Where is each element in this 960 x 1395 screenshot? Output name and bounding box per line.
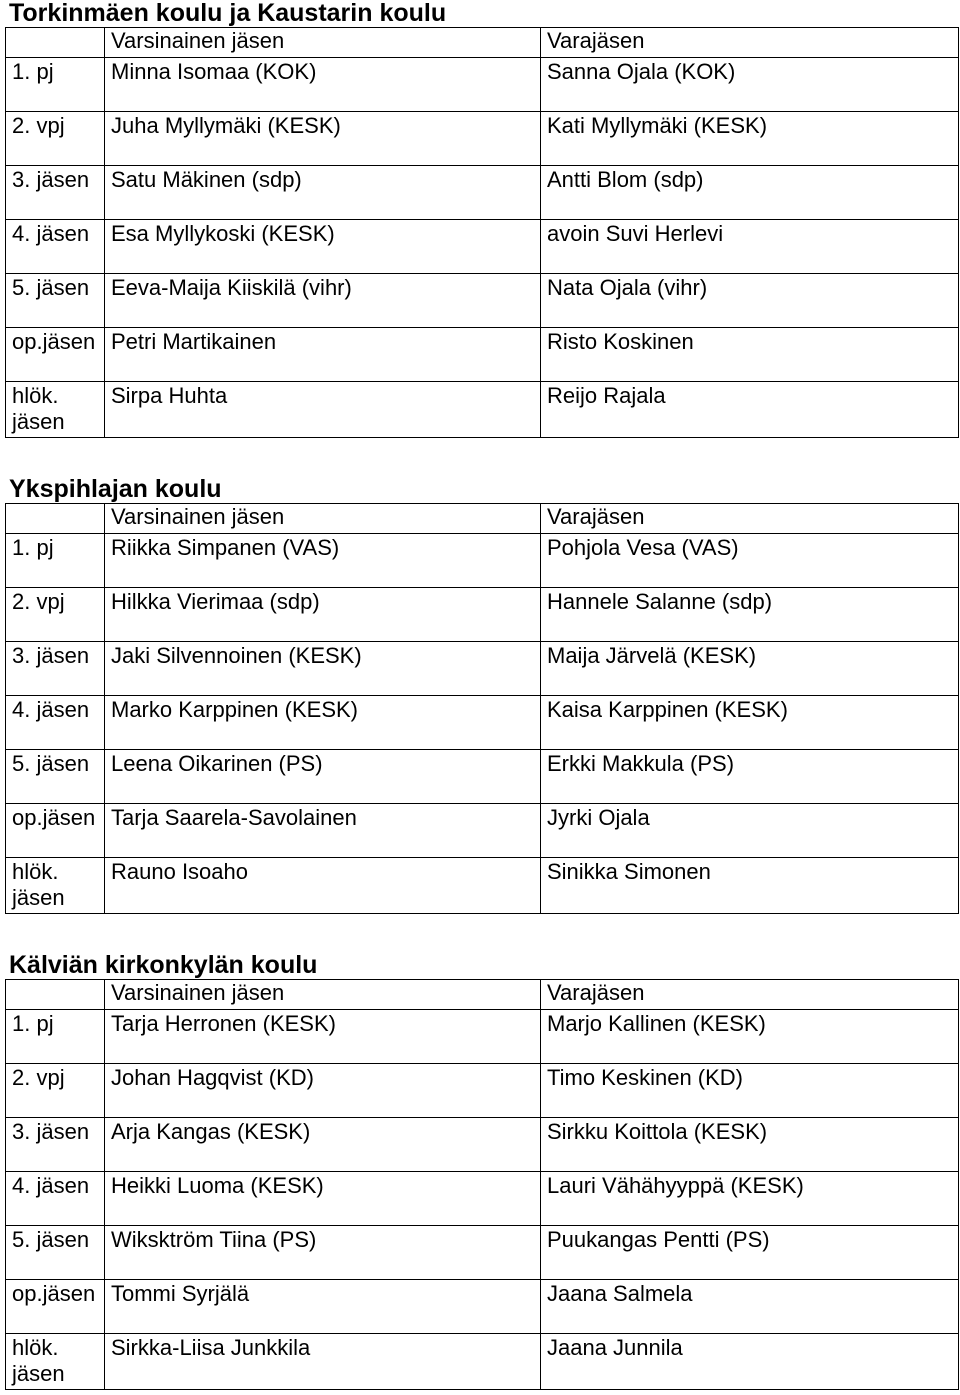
section-title: Ykspihlajan koulu [9, 475, 222, 503]
table-row [6, 382, 959, 438]
member-cell: Eeva-Maija Kiiskilä (vihr) [105, 274, 541, 328]
table-row [6, 166, 959, 220]
section-title: Torkinmäen koulu ja Kaustarin koulu [9, 0, 447, 27]
table-row [6, 328, 959, 382]
role-cell: 5. jäsen [6, 274, 105, 328]
table-row [6, 804, 959, 858]
member-table [5, 503, 959, 914]
table-row [6, 1172, 959, 1226]
deputy-cell: Hannele Salanne (sdp) [541, 588, 959, 642]
member-cell: Petri Martikainen [105, 328, 541, 382]
member-cell: Juha Myllymäki (KESK) [105, 112, 541, 166]
member-cell: Minna Isomaa (KOK) [105, 58, 541, 112]
header-member: Varsinainen jäsen [105, 504, 541, 534]
role-cell: op.jäsen [6, 804, 105, 858]
member-cell: Tarja Herronen (KESK) [105, 1010, 541, 1064]
table-row [6, 588, 959, 642]
role-cell: 5. jäsen [6, 750, 105, 804]
table-row [6, 1118, 959, 1172]
deputy-cell: Lauri Vähähyyppä (KESK) [541, 1172, 959, 1226]
header-deputy: Varajäsen [541, 28, 959, 58]
deputy-cell: Kaisa Karppinen (KESK) [541, 696, 959, 750]
table-header-row [6, 980, 959, 1010]
member-cell: Tarja Saarela-Savolainen [105, 804, 541, 858]
deputy-cell: Jaana Salmela [541, 1280, 959, 1334]
header-member: Varsinainen jäsen [105, 28, 541, 58]
table-header-row [6, 504, 959, 534]
role-cell: 3. jäsen [6, 642, 105, 696]
member-table [5, 27, 959, 438]
role-cell: 2. vpj [6, 112, 105, 166]
role-cell: 4. jäsen [6, 696, 105, 750]
deputy-cell: Sanna Ojala (KOK) [541, 58, 959, 112]
deputy-cell: Kati Myllymäki (KESK) [541, 112, 959, 166]
role-cell: 1. pj [6, 58, 105, 112]
member-cell: Arja Kangas (KESK) [105, 1118, 541, 1172]
table-row [6, 58, 959, 112]
deputy-cell: avoin Suvi Herlevi [541, 220, 959, 274]
table-row [6, 1334, 959, 1390]
role-cell: 4. jäsen [6, 1172, 105, 1226]
header-deputy: Varajäsen [541, 980, 959, 1010]
table-row [6, 1280, 959, 1334]
table-row [6, 642, 959, 696]
deputy-cell: Reijo Rajala [541, 382, 959, 438]
role-cell: op.jäsen [6, 1280, 105, 1334]
header-role [6, 980, 105, 1010]
table-row [6, 750, 959, 804]
table-row [6, 1226, 959, 1280]
role-cell: 1. pj [6, 534, 105, 588]
member-cell: Sirkka-Liisa Junkkila [105, 1334, 541, 1390]
member-cell: Leena Oikarinen (PS) [105, 750, 541, 804]
header-role [6, 504, 105, 534]
member-cell: Johan Hagqvist (KD) [105, 1064, 541, 1118]
table-row [6, 1010, 959, 1064]
member-cell: Tommi Syrjälä [105, 1280, 541, 1334]
member-cell: Riikka Simpanen (VAS) [105, 534, 541, 588]
member-cell: Heikki Luoma (KESK) [105, 1172, 541, 1226]
member-cell: Sirpa Huhta [105, 382, 541, 438]
deputy-cell: Nata Ojala (vihr) [541, 274, 959, 328]
member-cell: Esa Myllykoski (KESK) [105, 220, 541, 274]
member-cell: Jaki Silvennoinen (KESK) [105, 642, 541, 696]
deputy-cell: Erkki Makkula (PS) [541, 750, 959, 804]
deputy-cell: Puukangas Pentti (PS) [541, 1226, 959, 1280]
role-cell: 4. jäsen [6, 220, 105, 274]
member-cell: Hilkka Vierimaa (sdp) [105, 588, 541, 642]
header-member: Varsinainen jäsen [105, 980, 541, 1010]
table-row [6, 1064, 959, 1118]
member-cell: Wiksktröm Tiina (PS) [105, 1226, 541, 1280]
role-cell: 2. vpj [6, 1064, 105, 1118]
role-cell: hlök. jäsen [6, 382, 105, 438]
table-row [6, 534, 959, 588]
deputy-cell: Maija Järvelä (KESK) [541, 642, 959, 696]
section-title: Kälviän kirkonkylän koulu [9, 951, 318, 979]
member-table [5, 979, 959, 1390]
member-cell: Marko Karppinen (KESK) [105, 696, 541, 750]
role-cell: hlök. jäsen [6, 858, 105, 914]
deputy-cell: Sinikka Simonen [541, 858, 959, 914]
table-header-row [6, 28, 959, 58]
deputy-cell: Jaana Junnila [541, 1334, 959, 1390]
table-row [6, 274, 959, 328]
deputy-cell: Sirkku Koittola (KESK) [541, 1118, 959, 1172]
deputy-cell: Pohjola Vesa (VAS) [541, 534, 959, 588]
table-row [6, 220, 959, 274]
deputy-cell: Risto Koskinen [541, 328, 959, 382]
role-cell: 5. jäsen [6, 1226, 105, 1280]
header-deputy: Varajäsen [541, 504, 959, 534]
table-row [6, 858, 959, 914]
role-cell: 3. jäsen [6, 1118, 105, 1172]
table-row [6, 112, 959, 166]
deputy-cell: Jyrki Ojala [541, 804, 959, 858]
table-row [6, 696, 959, 750]
role-cell: 3. jäsen [6, 166, 105, 220]
deputy-cell: Timo Keskinen (KD) [541, 1064, 959, 1118]
header-role [6, 28, 105, 58]
role-cell: 1. pj [6, 1010, 105, 1064]
role-cell: 2. vpj [6, 588, 105, 642]
member-cell: Satu Mäkinen (sdp) [105, 166, 541, 220]
deputy-cell: Marjo Kallinen (KESK) [541, 1010, 959, 1064]
role-cell: hlök. jäsen [6, 1334, 105, 1390]
role-cell: op.jäsen [6, 328, 105, 382]
member-cell: Rauno Isoaho [105, 858, 541, 914]
deputy-cell: Antti Blom (sdp) [541, 166, 959, 220]
